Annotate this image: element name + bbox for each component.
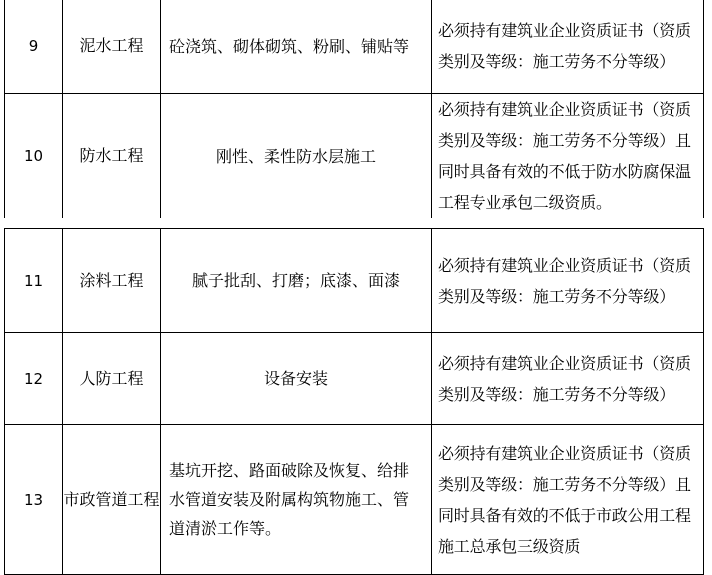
work-category: 人防工程	[63, 333, 161, 425]
work-scope: 腻子批刮、打磨；底漆、面漆	[161, 229, 432, 333]
row-number: 10	[5, 94, 63, 219]
work-scope: 基坑开挖、路面破除及恢复、给排水管道安装及附属构筑物施工、管道清淤工作等。	[161, 425, 432, 575]
requirements-table-bottom	[4, 228, 704, 575]
row-number: 11	[5, 229, 63, 333]
work-category: 防水工程	[63, 94, 161, 219]
work-scope: 刚性、柔性防水层施工	[161, 94, 432, 219]
qualification-requirement: 必须持有建筑业企业资质证书（资质类别及等级：施工劳务不分等级）	[432, 0, 704, 94]
row-number: 9	[5, 0, 63, 94]
page-gap	[0, 218, 712, 228]
qualification-requirement: 必须持有建筑业企业资质证书（资质类别及等级：施工劳务不分等级）且同时具备有效的不低于市政公用工程施工总承包三级资质	[432, 425, 704, 575]
table-row	[5, 229, 704, 333]
work-scope: 设备安装	[161, 333, 432, 425]
requirements-table-top	[4, 0, 704, 219]
qualification-requirement: 必须持有建筑业企业资质证书（资质类别及等级：施工劳务不分等级）	[432, 333, 704, 425]
table-row	[5, 94, 704, 219]
qualification-requirement: 必须持有建筑业企业资质证书（资质类别及等级：施工劳务不分等级）且同时具备有效的不低于防水防腐保温工程专业承包二级资质。	[432, 94, 704, 219]
table-row	[5, 0, 704, 94]
work-category: 涂料工程	[63, 229, 161, 333]
row-number: 12	[5, 333, 63, 425]
table-row	[5, 333, 704, 425]
work-category: 泥水工程	[63, 0, 161, 94]
table-row	[5, 425, 704, 575]
work-scope: 砼浇筑、砌体砌筑、粉刷、铺贴等	[161, 0, 432, 94]
work-category: 市政管道工程	[63, 425, 161, 575]
qualification-requirement: 必须持有建筑业企业资质证书（资质类别及等级：施工劳务不分等级）	[432, 229, 704, 333]
row-number: 13	[5, 425, 63, 575]
